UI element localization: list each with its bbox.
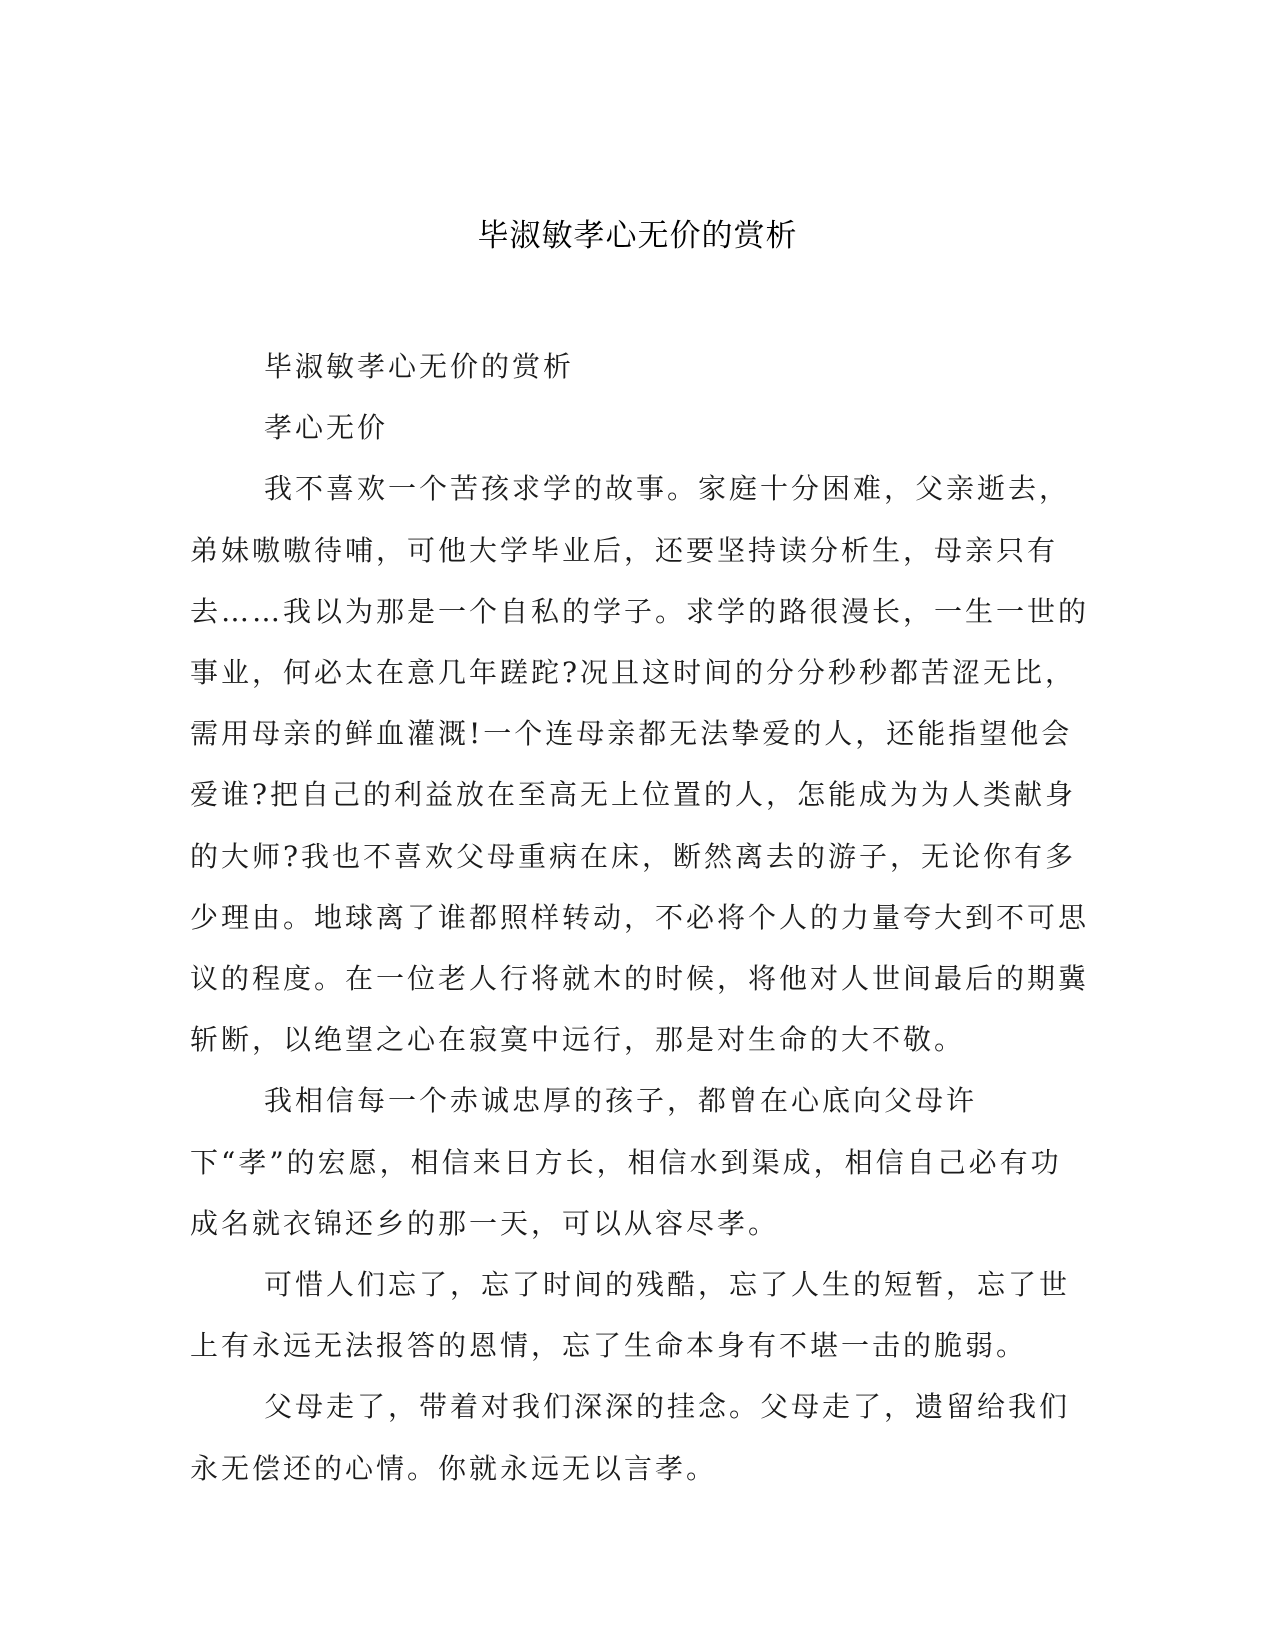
paragraph-subtitle: 毕淑敏孝心无价的赏析 bbox=[264, 350, 575, 383]
document-body bbox=[190, 336, 1090, 1499]
paragraph: 我相信每一个赤诚忠厚的孩子，都曾在心底向父母许下“孝”的宏愿，相信来日方长，相信水到渠成，相信自己必有功成名就衣锦还乡的那一天，可以从容尽孝。 bbox=[190, 1084, 1062, 1240]
paragraph-heading: 孝心无价 bbox=[264, 411, 389, 445]
paragraph: 我不喜欢一个苦孩求学的故事。家庭十分困难，父亲逝去，弟妹嗷嗷待哺，可他大学毕业后，还要坚持读分析生，母亲只有去……我以为那是一个自私的学子。求学的路很漫长，一生一世的事业，何必太在意几年蹉跎?况且这时间的分分秒秒都苦涩无比，需用母亲的鲜血灌溉!一个连母亲都无法挚爱的人，还能指望他会爱谁?把自己的利益放在至高无上位置的人，怎能成为为人类献身的大师?我也不喜欢父母重病在床，断然离去的游子，无论你有多少理由。地球离了谁都照样转动，不必将个人的力量夸大到不可思议的程度。在一位老人行将就木的时候，将他对人世间最后的期冀斩断，以绝望之心在寂寞中远行，那是对生命的大不敬。 bbox=[190, 472, 1090, 1057]
paragraph: 父母走了，带着对我们深深的挂念。父母走了，遗留给我们永无偿还的心情。你就永远无以言孝。 bbox=[190, 1390, 1071, 1485]
document-title: 毕淑敏孝心无价的赏析 bbox=[477, 218, 798, 254]
paragraph: 可惜人们忘了，忘了时间的残酷，忘了人生的短暂，忘了世上有永远无法报答的恩情，忘了生命本身有不堪一击的脆弱。 bbox=[190, 1268, 1071, 1363]
